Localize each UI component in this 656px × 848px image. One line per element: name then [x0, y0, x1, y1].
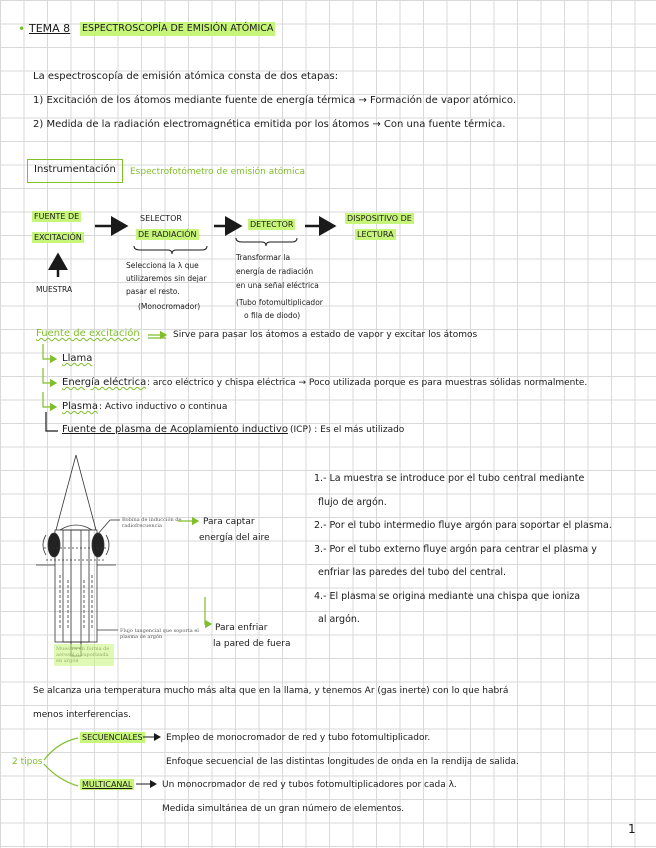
selector-label-2: DE RADIACIÓN	[138, 230, 197, 239]
figure-sample-highlight	[54, 644, 114, 666]
detector-note-4: (Tubo fotomultiplicador	[236, 298, 323, 307]
instrumentation-label: Instrumentación	[34, 164, 116, 175]
step-line-2: flujo de argón.	[318, 497, 387, 508]
source-heading: Fuente de excitación	[36, 328, 140, 339]
note-cool-1: Para enfriar	[215, 623, 268, 633]
selector-label-1: SELECTOR	[140, 214, 182, 223]
source-label-1: FUENTE DE	[34, 212, 80, 221]
selector-note-4: (Monocromador)	[138, 302, 201, 311]
source-tree	[43, 344, 56, 407]
plasma-desc: : Activo inductivo o continua	[99, 402, 228, 412]
note-cool-2: la pared de fuera	[213, 639, 291, 649]
selector-note-3: pasar el resto.	[126, 287, 180, 296]
page-title: ESPECTROSCOPÍA DE EMISIÓN ATÓMICA	[82, 23, 274, 34]
detector-label: DETECTOR	[250, 220, 294, 229]
step-line-7: al argón.	[318, 614, 360, 625]
sequential-label: SECUENCIALES	[82, 733, 143, 742]
source-label-2: EXCITACIÓN	[34, 233, 82, 242]
selector-note-2: utilizaremos sin dejar	[126, 274, 207, 283]
multichannel-line-1: Un monocromador de red y tubos fotomultiplicadores por cada λ.	[162, 780, 457, 790]
source-heading-arrow	[148, 335, 166, 338]
note-air-1: Para captar	[203, 517, 255, 527]
icp-connector	[46, 412, 58, 431]
detector-note-3: en una señal eléctrica	[236, 281, 319, 290]
sequential-line-1: Empleo de monocromador de red y tubo fotomultiplicador.	[166, 733, 431, 743]
step-line-4: 3.- Por el tubo externo fluye argón para centrar el plasma y	[314, 544, 597, 555]
readout-label-1: DISPOSITIVO DE	[347, 214, 412, 223]
step-line-5: enfriar las paredes del tubo del central.	[318, 567, 507, 578]
figure-coil-label: Bobina de inducción de radiofrecuencia	[122, 517, 182, 529]
intro-line-1: La espectroscopía de emisión atómica consta de dos etapas:	[33, 71, 339, 82]
readout-label-2: LECTURA	[357, 230, 394, 239]
selector-note-1: Selecciona la λ que	[126, 261, 199, 270]
note-air-2: energía del aire	[199, 533, 270, 543]
topic-label: TEMA 8	[29, 22, 71, 35]
intro-line-2: 1) Excitación de los átomos mediante fuente de energía térmica → Formación de vapor atómico.	[33, 95, 517, 106]
electric-desc: : arco eléctrico y chispa eléctrica → Poco utilizada porque es para muestras sólidas normalmente.	[147, 378, 588, 388]
sequential-line-2: Enfoque secuencial de las distintas longitudes de onda en la rendija de salida.	[166, 757, 519, 767]
icp-item: Fuente de plasma de Acoplamiento inductivo	[62, 424, 288, 435]
detector-brace	[236, 238, 297, 246]
summary-line-1: Se alcanza una temperatura mucho más alta que en la llama, y tenemos Ar (gas inerte) con lo que habrá	[33, 686, 509, 696]
page-number: 1	[628, 822, 636, 836]
step-line-1: 1.- La muestra se introduce por el tubo central mediante	[314, 473, 585, 484]
electric-item: Energía eléctrica	[62, 377, 147, 388]
selector-brace	[134, 246, 207, 254]
instrumentation-subtitle: Espectrofotómetro de emisión atómica	[130, 167, 305, 177]
multichannel-label: MULTICANAL	[82, 780, 133, 789]
icp-torch-figure	[36, 455, 120, 656]
source-description: Sirve para pasar los átomos a estado de vapor y excitar los átomos	[173, 330, 478, 340]
title-bullet: •	[18, 22, 26, 36]
summary-line-2: menos interferencias.	[33, 710, 131, 720]
sample-label: MUESTRA	[36, 285, 73, 294]
detector-note-2: energía de radiación	[236, 267, 314, 276]
multichannel-line-2: Medida simultánea de un gran número de elementos.	[162, 804, 405, 814]
note-cool-arrow	[205, 597, 211, 624]
detector-note-5: o fila de diodo)	[244, 311, 301, 320]
plasma-item: Plasma	[62, 401, 99, 412]
step-line-3: 2.- Por el tubo intermedio fluye argón para soportar el plasma.	[314, 520, 612, 531]
types-brace	[44, 738, 78, 786]
flame-item: Llama	[62, 353, 93, 364]
intro-line-3: 2) Medida de la radiación electromagnética emitida por los átomos → Con una fuente térmica.	[33, 119, 506, 130]
icp-desc: (ICP) : Es el más utilizado	[290, 425, 405, 435]
detector-note-1: Transformar la	[236, 253, 291, 262]
types-label: 2 tipos	[12, 757, 43, 767]
step-line-6: 4.- El plasma se origina mediante una chispa que ioniza	[314, 591, 581, 602]
figure-gas-label: Flujo tangencial que soporta el plasma de argón	[120, 628, 199, 640]
